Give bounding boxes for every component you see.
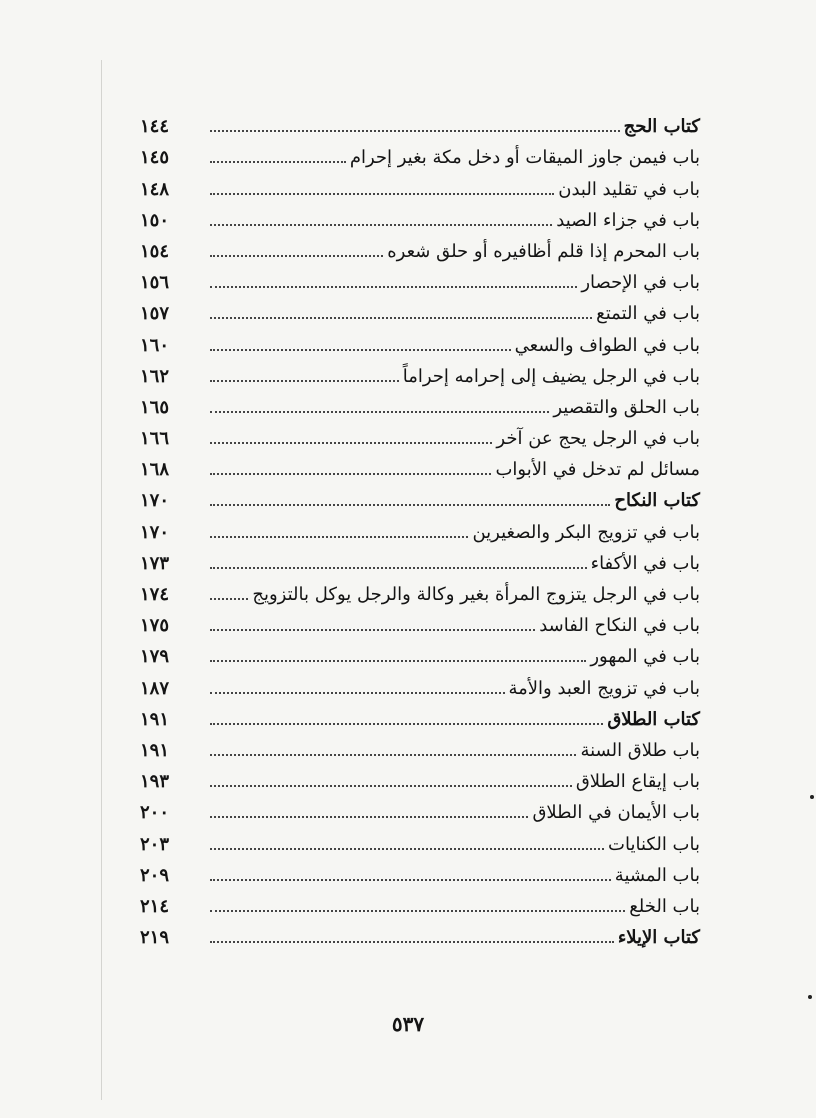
dot-leader [210, 504, 610, 506]
toc-entry-title: باب الحلق والتقصير [553, 396, 700, 418]
dot-leader [210, 536, 468, 538]
dot-leader [210, 785, 572, 787]
dot-leader [210, 411, 549, 413]
toc-entry-title: باب في النكاح الفاسد [539, 615, 700, 637]
toc-page-number: ١٤٨ [140, 178, 170, 200]
dot-leader [210, 224, 552, 226]
toc-entry-title: باب في تقليد البدن [558, 178, 700, 200]
toc-entry [140, 859, 700, 890]
dot-leader [210, 879, 611, 881]
dot-leader [210, 692, 505, 694]
dot-leader [210, 848, 604, 850]
dot-leader [210, 598, 248, 600]
toc-entry-title: باب المحرم إذا قلم أظافيره أو حلق شعره [387, 240, 700, 262]
toc-entry [140, 640, 700, 671]
toc-entry [140, 328, 700, 359]
dot-leader [210, 910, 625, 912]
page-number: ٥٣٧ [391, 1012, 425, 1036]
dot-leader [210, 380, 399, 382]
dot-leader [210, 660, 586, 662]
toc-page-number: ١٧٠ [140, 521, 170, 543]
toc-entry [140, 235, 700, 266]
toc-book-heading [140, 921, 700, 952]
toc-entry [140, 172, 700, 203]
dot-leader [210, 941, 614, 943]
toc-entry-title: باب الخلع [629, 895, 700, 917]
dot-leader [210, 193, 554, 195]
toc-page-number: ١٤٥ [140, 147, 170, 169]
toc-entry [140, 515, 700, 546]
dot-leader [210, 349, 511, 351]
toc-entry [140, 266, 700, 297]
toc-entry [140, 765, 700, 796]
toc-page-number: ١٦٢ [140, 365, 170, 387]
toc-book-heading [140, 484, 700, 515]
toc-page-number: ٢١٩ [140, 927, 170, 949]
toc-page-number: ٢٠٩ [140, 864, 170, 886]
dot-leader [210, 629, 535, 631]
toc-entry-title: باب في الرجل يضيف إلى إحرامه إحراماً [402, 365, 700, 387]
toc-page-number: ١٧٠ [140, 490, 170, 512]
toc-page-number: ١٦٠ [140, 334, 170, 356]
toc-page-number: ١٩٣ [140, 771, 170, 793]
toc-page-number: ١٦٨ [140, 459, 170, 481]
toc-page-number: ١٨٧ [140, 677, 170, 699]
toc-page-number: ١٥٦ [140, 272, 170, 294]
scan-speck [810, 795, 814, 799]
toc-entry-title: باب في تزويج البكر والصغيرين [472, 521, 700, 543]
dot-leader [210, 286, 577, 288]
toc-entry-title: باب في جزاء الصيد [556, 209, 700, 231]
toc-entry-title: باب في الرجل يحج عن آخر [496, 428, 700, 450]
dot-leader [210, 130, 620, 132]
toc-entry [140, 890, 700, 921]
toc-entry [140, 297, 700, 328]
toc-entry-title: كتاب الحج [623, 116, 700, 138]
toc-entry [140, 671, 700, 702]
toc-entry-title: باب في الأكفاء [590, 552, 700, 574]
toc-entry [140, 141, 700, 172]
toc-book-heading [140, 703, 700, 734]
toc-entry-title: كتاب النكاح [614, 490, 700, 512]
toc-page-number: ١٧٤ [140, 584, 170, 605]
toc-page-number: ١٧٥ [140, 615, 170, 637]
toc-entry [140, 422, 700, 453]
toc-entry-title: مسائل لم تدخل في الأبواب [495, 459, 700, 481]
toc-page-number: ١٦٥ [140, 396, 170, 418]
dot-leader [210, 816, 528, 818]
toc-page-number: ٢٠٠ [140, 802, 170, 824]
toc-entry-title: باب في الطواف والسعي [514, 334, 700, 356]
toc-entry-title: كتاب الطلاق [607, 708, 700, 730]
toc-page-number: ١٥٤ [140, 240, 170, 262]
dot-leader [210, 255, 383, 257]
toc-entry-title: باب الأيمان في الطلاق [532, 802, 700, 824]
toc-page-number: ١٧٩ [140, 646, 170, 668]
toc-entry-title: باب في الرجل يتزوج المرأة بغير وكالة والرجل يوكل بالتزويج [252, 584, 700, 605]
table-of-contents [140, 110, 700, 952]
page-edge-line [101, 60, 102, 1100]
toc-entry-title: باب الكنايات [608, 833, 700, 855]
toc-entry [140, 827, 700, 858]
toc-entry [140, 578, 700, 609]
toc-entry [140, 796, 700, 827]
dot-leader [210, 442, 492, 444]
dot-leader [210, 317, 592, 319]
toc-entry-title: باب إيقاع الطلاق [575, 771, 700, 793]
toc-entry-title: باب في الإحصار [581, 272, 700, 294]
toc-entry-title: باب في تزويج العبد والأمة [508, 677, 700, 699]
dot-leader [210, 567, 587, 569]
toc-page-number: ١٩١ [140, 708, 170, 730]
toc-page-number: ٢٠٣ [140, 833, 170, 855]
toc-page-number: ١٥٧ [140, 303, 170, 325]
dot-leader [210, 723, 603, 725]
dot-leader [210, 473, 491, 475]
toc-entry [140, 453, 700, 484]
scan-speck [808, 995, 812, 999]
toc-book-heading [140, 110, 700, 141]
toc-entry-title: باب المشية [614, 864, 700, 886]
toc-page-number: ١٤٤ [140, 116, 170, 138]
toc-page-number: ١٧٣ [140, 552, 170, 574]
toc-page-number: ١٥٠ [140, 209, 170, 231]
toc-entry [140, 609, 700, 640]
toc-entry-title: باب فيمن جاوز الميقات أو دخل مكة بغير إحرام [349, 147, 700, 169]
toc-entry-title: باب في المهور [590, 646, 700, 668]
toc-entry-title: باب في التمتع [596, 303, 700, 325]
toc-entry [140, 547, 700, 578]
toc-page-number: ٢١٤ [140, 895, 170, 917]
dot-leader [210, 754, 576, 756]
toc-entry [140, 204, 700, 235]
toc-entry-title: كتاب الإيلاء [617, 927, 700, 949]
toc-entry [140, 391, 700, 422]
toc-entry-title: باب طلاق السنة [580, 739, 700, 761]
toc-page-number: ١٩١ [140, 739, 170, 761]
toc-entry [140, 734, 700, 765]
dot-leader [210, 161, 346, 163]
toc-page-number: ١٦٦ [140, 428, 170, 450]
toc-entry [140, 360, 700, 391]
